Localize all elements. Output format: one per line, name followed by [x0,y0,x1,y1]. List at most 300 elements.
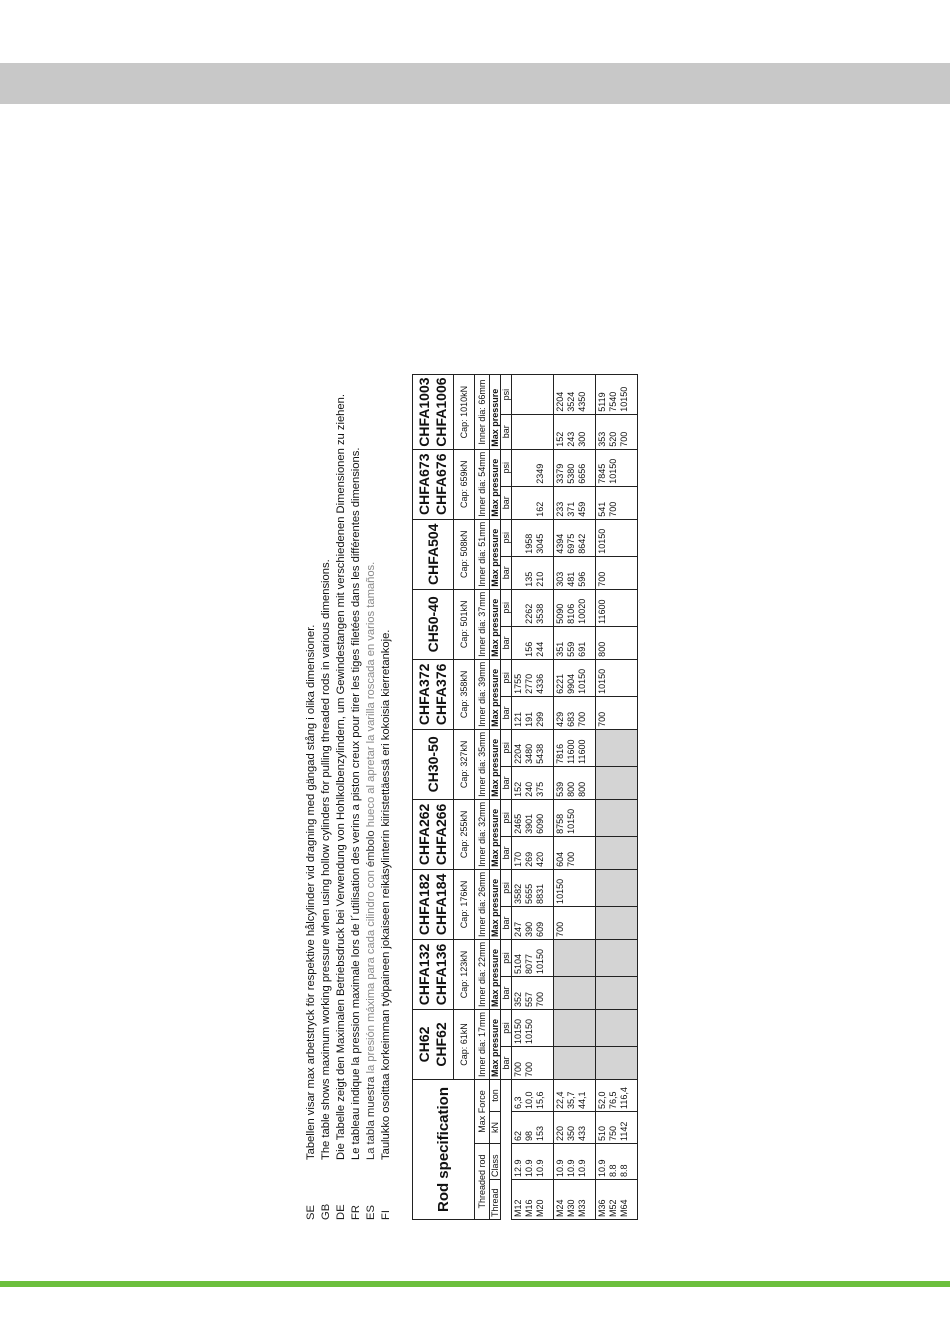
cell-value: 2770 [524,673,534,694]
cell-value [608,522,619,554]
pressure-bar-cell [554,556,596,589]
cell-value: 5655 [524,883,534,904]
cell-value: 2262 [524,603,534,624]
cell-value [608,1012,619,1044]
cell-value: 8.8 [608,1164,618,1177]
bar-col-header: bar [501,976,512,1009]
cell-value [619,559,630,587]
cell-value: 156 [524,641,534,657]
intro-text [304,160,394,1220]
max-pressure-header: Max pressure [490,589,501,659]
intro-line-fr [349,160,364,1220]
pressure-bar-cell [596,556,638,589]
psi-col-header: psi [501,869,512,906]
cell-value [524,377,535,411]
cell-value [566,872,577,904]
cell-value: 559 [566,641,576,657]
cell-value [513,629,524,657]
cell-value: 116,4 [619,1087,629,1109]
pressure-psi-cell [596,449,638,486]
model-name-line: CHFA504 [424,523,441,585]
cell-value: 152 [555,431,565,447]
cylinder-inner-dia: Inner dia: 39mm [475,659,490,729]
cell-value [619,662,630,694]
model-name-line: CH50-40 [424,596,441,653]
pressure-psi-cell [554,589,596,626]
cell-value: 98 [524,1130,534,1141]
bar-col-header: bar [501,1047,512,1080]
model-name-line: CHFA376 [433,663,449,726]
cell-value [513,522,524,554]
pressure-psi-cell [512,449,554,486]
cell-value: M36 [597,1199,607,1217]
cell-value: 240 [524,781,534,797]
intro-text-es-part: émbolo [365,827,377,868]
cell-value [619,872,630,904]
cylinder-model-name [413,449,454,519]
cell-value [513,489,524,517]
cell-value: 7540 [608,391,618,412]
rod-thread-cell [596,1180,638,1220]
pressure-psi-cell [554,1009,596,1046]
cylinder-capacity: Cap: 1010kN [454,375,475,449]
pressure-bar-cell [512,1047,554,1080]
model-name-line: CHF62 [433,1022,449,1067]
pressure-bar-cell [512,486,554,519]
cell-value: 700 [619,431,629,447]
psi-col-header: psi [501,1009,512,1046]
cylinder-model-name [413,1009,454,1079]
cell-value: 1958 [524,533,534,554]
cell-value [619,452,630,484]
psi-col-header: psi [501,449,512,486]
pressure-psi-cell [512,729,554,766]
pressure-psi-cell [596,1009,638,1046]
cell-value: 10150 [535,948,545,974]
blank-cell [501,1112,512,1144]
cell-value: 11600 [577,739,587,764]
cylinder-inner-dia: Inner dia: 54mm [475,449,490,519]
cylinder-capacity: Cap: 123kN [454,939,475,1009]
cell-value: 10,0 [524,1091,534,1109]
pressure-bar-cell [596,486,638,519]
cylinder-capacity: Cap: 176kN [454,869,475,939]
cell-value: 352 [513,991,523,1007]
model-name-line: CHFA266 [433,803,449,866]
cell-value [597,1049,608,1077]
cell-value: 609 [535,921,545,937]
lang-code: FI [380,1210,392,1220]
psi-col-header: psi [501,659,512,696]
rod-class-cell [512,1144,554,1180]
bar-col-header: bar [501,696,512,729]
psi-col-header: psi [501,519,512,556]
cell-value [608,839,619,867]
lang-code: SE [305,1205,317,1220]
cell-value: 22,4 [555,1091,565,1109]
cylinder-inner-dia: Inner dia: 66mm [475,375,490,449]
cell-value [608,909,619,937]
cell-value: M52 [608,1199,618,1217]
cell-value: 8642 [577,533,587,554]
cylinder-inner-dia: Inner dia: 35mm [475,729,490,799]
cylinder-capacity: Cap: 327kN [454,729,475,799]
rod-ton-cell [512,1080,554,1112]
cell-value [608,942,619,974]
cell-value [535,417,546,447]
cell-value: 5119 [597,392,607,412]
cylinder-model-name [413,729,454,799]
cell-value [619,979,630,1007]
cell-value [535,377,546,411]
cell-value: 8077 [524,953,534,974]
cell-value: 541 [597,501,607,517]
pressure-psi-cell [554,375,596,414]
cell-value: M64 [619,1199,629,1217]
cell-value [608,1049,619,1077]
cell-value: 1142 [619,1121,629,1141]
cell-value: 303 [555,571,565,587]
cell-value: 152 [513,781,523,797]
cell-value: 10.9 [577,1159,587,1177]
model-name-line: CHFA673 [416,453,432,515]
cell-value: 220 [555,1125,565,1141]
cell-value [513,377,524,411]
cell-value: 520 [608,431,618,447]
cell-value: 420 [535,851,545,867]
cell-value: 557 [524,991,534,1007]
intro-text-es-part: La tabla muestra [365,1073,377,1160]
table-row-group [512,375,554,1220]
blank-cell [501,1180,512,1220]
pressure-bar-cell [554,906,596,939]
rod-ton-cell [554,1080,596,1112]
rod-kn-cell [554,1112,596,1144]
pressure-bar-cell [596,1047,638,1080]
cell-value: 459 [577,501,587,517]
threaded-rod-header: Threaded rod [475,1144,490,1220]
cell-value [555,1049,566,1077]
cell-value: 10.9 [566,1159,576,1177]
pressure-psi-cell [554,869,596,906]
cell-value: 371 [566,501,576,517]
intro-text-fi: Taulukko osoittaa korkeimman työpaineen jokaiseen reikäsylinterin kiiristettäessä eri kokoisia kierretankoje. [380,629,392,1160]
cell-value: 5380 [566,463,576,484]
max-pressure-header: Max pressure [490,869,501,939]
rotated-content [300,150,650,1230]
pressure-bar-cell [554,414,596,449]
pressure-psi-cell [512,375,554,414]
bar-col-header: bar [501,486,512,519]
cell-value: 11600 [597,599,607,624]
cell-value: 10150 [608,458,618,484]
max-pressure-header: Max pressure [490,375,501,449]
cell-value: 10.9 [524,1159,534,1177]
cell-value: 429 [555,711,565,727]
cell-value [619,1049,630,1077]
cell-value [608,732,619,764]
cell-value: M24 [555,1199,565,1217]
cell-value: 11600 [566,739,576,764]
cell-value [577,909,588,937]
model-name-line: CHFA132 [416,943,432,1006]
cell-value [566,909,577,937]
top-gray-bar [0,63,950,104]
rod-class-cell [554,1144,596,1180]
cell-value [524,417,535,447]
model-name-line: CHFA182 [416,873,432,936]
cell-value: 52,0 [597,1091,607,1109]
cell-value [597,839,608,867]
pressure-bar-cell [512,976,554,1009]
cell-value [577,1049,588,1077]
cell-value [555,979,566,1007]
cell-value: M30 [566,1199,576,1217]
cell-value [577,942,588,974]
pressure-psi-cell [512,519,554,556]
pressure-psi-cell [596,729,638,766]
max-pressure-header: Max pressure [490,799,501,869]
cell-value: 3582 [513,883,523,904]
psi-col-header: psi [501,799,512,836]
cell-value [619,942,630,974]
thread-col-header: Thread [490,1180,501,1220]
pressure-bar-cell [554,486,596,519]
cell-value [597,732,608,764]
max-pressure-header: Max pressure [490,729,501,799]
cell-value: 700 [597,571,607,587]
pressure-bar-cell [554,696,596,729]
pressure-psi-cell [596,659,638,696]
model-name-line: CHFA1006 [433,377,449,447]
cell-value [535,1049,546,1077]
cell-value [608,592,619,624]
cell-value: 10.9 [535,1159,545,1177]
cell-value: 390 [524,921,534,937]
cell-value [597,942,608,974]
cylinder-inner-dia: Inner dia: 51mm [475,519,490,589]
cell-value [608,979,619,1007]
cell-value: 269 [524,851,534,867]
model-name-line: CHFA184 [433,873,449,936]
cell-value: 121 [513,711,523,727]
psi-col-header: psi [501,729,512,766]
cell-value: 433 [577,1125,587,1141]
cell-value: 3045 [535,533,545,554]
model-name-line: CHFA1003 [416,377,432,447]
cell-value: M12 [513,1199,523,1217]
cell-value: 351 [555,641,565,657]
cell-value: 3524 [566,391,576,412]
pressure-bar-cell [512,414,554,449]
table-row-group [596,375,638,1220]
intro-line-es [364,160,379,1220]
cylinder-model-name [413,939,454,1009]
cell-value: 12.9 [513,1159,523,1177]
cylinder-inner-dia: Inner dia: 32mm [475,799,490,869]
cell-value: 10150 [513,1018,523,1044]
cell-value: 10020 [577,598,587,624]
cylinder-model-name [413,869,454,939]
cell-value [597,1012,608,1044]
cell-value [524,489,535,517]
lang-code: FR [350,1205,362,1220]
cell-value: 10150 [619,386,629,412]
cell-value [566,1012,577,1044]
cell-value: 3379 [555,463,565,484]
bottom-green-bar [0,1281,950,1287]
cell-value: 300 [577,431,587,447]
pressure-bar-cell [596,696,638,729]
cell-value [619,629,630,657]
cylinder-inner-dia: Inner dia: 17mm [475,1009,490,1079]
bar-col-header: bar [501,836,512,869]
cell-value: 10150 [566,808,576,834]
cell-value: 44,1 [577,1091,587,1109]
cell-value [566,1049,577,1077]
pressure-psi-cell [554,449,596,486]
cell-value [566,979,577,1007]
cell-value: 247 [513,921,523,937]
cell-value [619,839,630,867]
bar-col-header: bar [501,906,512,939]
cell-value [577,839,588,867]
pressure-psi-cell [512,869,554,906]
bar-col-header: bar [501,626,512,659]
pressure-psi-cell [554,799,596,836]
cell-value [577,872,588,904]
pressure-bar-cell [596,414,638,449]
cell-value: 353 [597,431,607,447]
pressure-bar-cell [596,766,638,799]
cylinder-inner-dia: Inner dia: 22mm [475,939,490,1009]
pressure-psi-cell [596,869,638,906]
pressure-psi-cell [512,799,554,836]
cell-value [577,802,588,834]
cell-value: 350 [566,1125,576,1141]
rod-ton-cell [596,1080,638,1112]
cell-value: 3480 [524,743,534,764]
cell-value [608,662,619,694]
pressure-psi-cell [596,589,638,626]
table-row-group [554,375,596,1220]
pressure-psi-cell [554,519,596,556]
cell-value: 683 [566,711,576,727]
model-name-line: CH30-50 [424,736,441,793]
cell-value: 8.8 [619,1164,629,1177]
cell-value [619,489,630,517]
cell-value [619,732,630,764]
intro-text-de: Die Tabelle zeigt den Maximalen Betriebsdruck bei Verwendung von Hohlkolbenzylindern, um Gewindestangen mit verschiedenen Dimensionen zu ziehen. [335,394,347,1160]
cell-value: 604 [555,851,565,867]
lang-code: GB [320,1203,332,1220]
max-pressure-header: Max pressure [490,939,501,1009]
model-name-line: CHFA372 [416,663,432,726]
intro-line-fi [379,160,394,1220]
rod-kn-cell [512,1112,554,1144]
cell-value: 5090 [555,603,565,624]
cell-value: 76,5 [608,1091,618,1109]
lang-code: ES [365,1205,377,1220]
cell-value [513,592,524,624]
cylinder-capacity: Cap: 358kN [454,659,475,729]
psi-col-header: psi [501,375,512,414]
cell-value: 700 [513,1061,523,1077]
model-name-line: CH62 [416,1026,432,1063]
pressure-bar-cell [512,556,554,589]
pressure-psi-cell [596,799,638,836]
pressure-bar-cell [512,696,554,729]
cell-value: 700 [608,501,618,517]
max-pressure-header: Max pressure [490,659,501,729]
cell-value: 539 [555,781,565,797]
pressure-bar-cell [596,626,638,659]
pressure-bar-cell [512,906,554,939]
cell-value [597,802,608,834]
cell-value: 7816 [555,743,565,764]
pressure-psi-cell [512,659,554,696]
cell-value: 153 [535,1125,545,1141]
pressure-psi-cell [512,589,554,626]
cell-value: 8831 [535,883,545,904]
lang-code: DE [335,1204,347,1220]
cell-value: 3538 [535,603,545,624]
cell-value: 299 [535,711,545,727]
pressure-bar-cell [512,766,554,799]
cell-value [619,769,630,797]
max-pressure-header: Max pressure [490,449,501,519]
cell-value [597,872,608,904]
cell-value: 6975 [566,533,576,554]
cell-value: M33 [577,1199,587,1217]
pressure-bar-cell [596,836,638,869]
cylinder-capacity: Cap: 501kN [454,589,475,659]
cell-value: 9904 [566,673,576,694]
ton-col-header: ton [490,1080,501,1112]
cell-value: 10.9 [597,1159,607,1177]
cylinder-inner-dia: Inner dia: 37mm [475,589,490,659]
pressure-bar-cell [554,1047,596,1080]
rod-thread-cell [554,1180,596,1220]
pressure-psi-cell [596,519,638,556]
intro-text-fr: Le tableau indique la pression maximale lors de l´utilisation des verins a piston creux pour tirer les tiges filetées dans les différentes dimensions. [350,447,362,1160]
cell-value: 8106 [566,603,576,624]
blank-cell [501,1080,512,1112]
pressure-psi-cell [596,939,638,976]
cell-value [577,979,588,1007]
cell-value [555,942,566,974]
cell-value [513,452,524,484]
psi-col-header: psi [501,939,512,976]
cell-value: 10.9 [555,1159,565,1177]
cylinder-inner-dia: Inner dia: 26mm [475,869,490,939]
cell-value [619,909,630,937]
cell-value: 3901 [524,813,534,834]
cell-value: 2349 [535,463,545,484]
cell-value: 2465 [513,813,523,834]
cell-value [535,1012,546,1044]
cell-value: 700 [577,711,587,727]
pressure-bar-cell [554,836,596,869]
bar-col-header: bar [501,766,512,799]
cell-value: 800 [566,781,576,797]
cell-value: 800 [577,781,587,797]
cell-value: 10150 [597,668,607,694]
cell-value [608,699,619,727]
intro-line-se [304,160,319,1220]
cell-value: 15,6 [535,1091,545,1109]
cell-value: 10150 [597,528,607,554]
